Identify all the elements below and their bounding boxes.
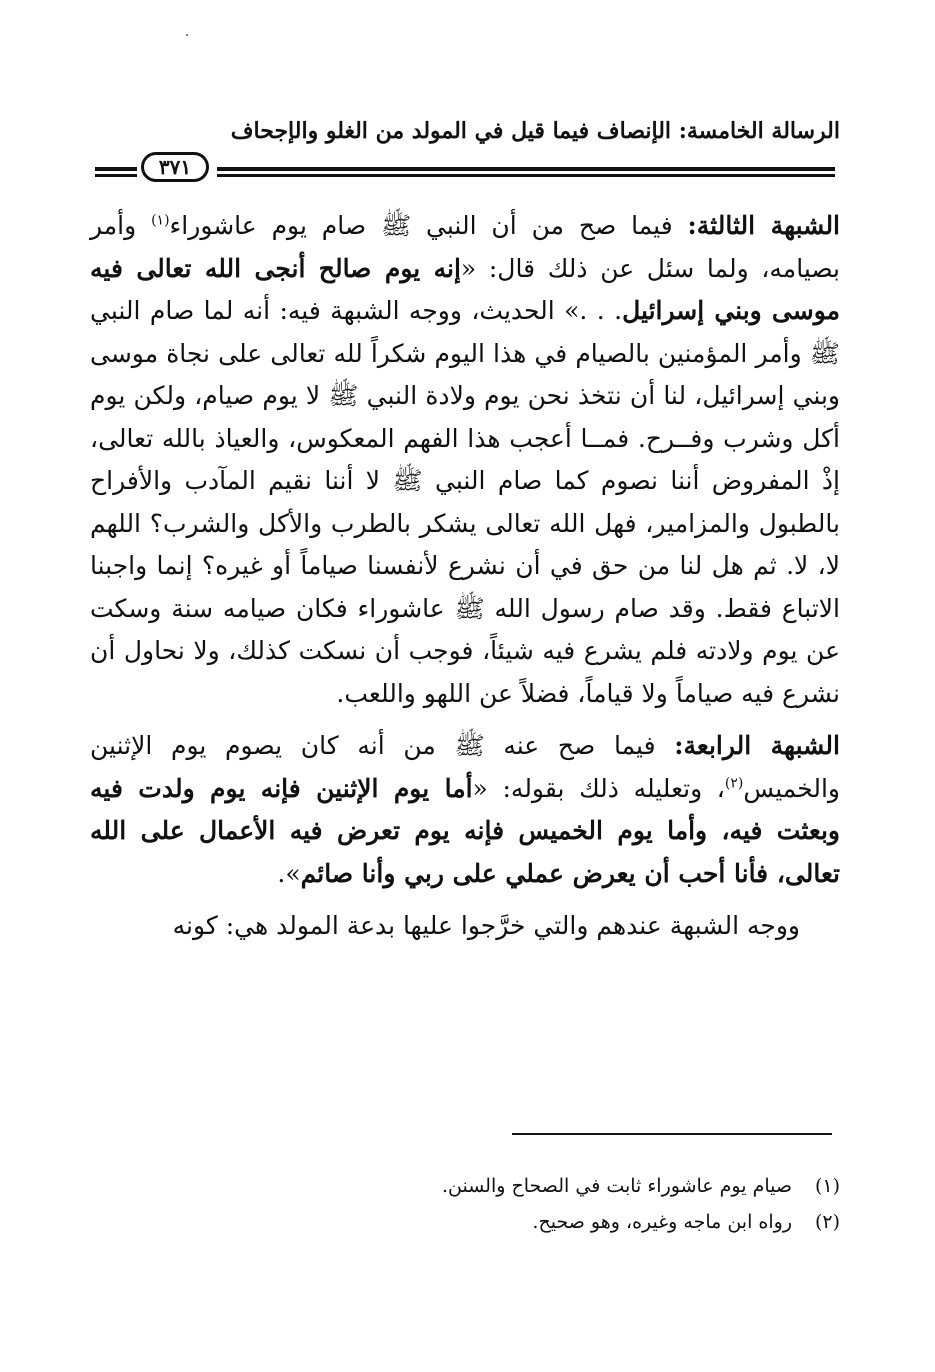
footnote-ref-1[interactable]: (١) (151, 212, 170, 229)
page-number: ٣٧١ (141, 152, 209, 182)
rule-line-right-top (217, 167, 835, 171)
main-text (90, 205, 840, 948)
text-segment: فيما صح عنه ﷺ من أنه كان يصوم يوم الإثنين والخميس (90, 731, 840, 803)
footnote-number: (٢) (814, 1211, 840, 1233)
footnotes (100, 1168, 840, 1240)
hadith-quote: أما يوم الإثنين فإنه يوم ولدت فيه وبعثت فيه، وأما يوم الخميس فإنه يوم تعرض فيه الأعمال على الله تعالى، فأنا أحب أن يعرض عملي على ربي وأنا صائم (90, 773, 840, 888)
rule-line-right-bottom (217, 174, 835, 177)
footnote-divider (512, 1133, 832, 1135)
footnote-ref-2[interactable]: (٢) (724, 775, 744, 792)
footnote-1 (100, 1168, 840, 1204)
text-segment: ، وتعليله ذلك بقوله: « (472, 773, 725, 803)
hadith-quote: إنه يوم صالح أنجى الله تعالى فيه موسى وبني إسرائيل (90, 253, 840, 325)
text-segment: . . .» الحديث، ووجه الشبهة فيه: أنه لما صام النبي ﷺ وأمر المؤمنين بالصيام في هذا اليوم شكراً لله تعالى على نجاة موسى وبني إسرائيل، لنا أن نتخذ نحن يوم ولادة النبي ﷺ لا يوم صيام، ولكن يوم أكل وشرب وفــرح. فمــا أعجب هذا الفهم المعكوس، والعياذ بالله تعالى، إذْ المفروض أننا نصوم كما صام النبي ﷺ لا أننا نقيم المآدب والأفراح بالطبول والمزامير، فهل الله تعالى يشكر بالطرب والأكل والشرب؟ اللهم لا، لا. ثم هل لنا من حق في أن نشرع لأنفسنا صياماً أو غيره؟ إنما واجبنا الاتباع فقط. وقد صام رسول الله ﷺ عاشوراء فكان صيامه سنة وسكت عن يوم ولادته فلم يشرع فيه شيئاً، فوجب أن نسكت كذلك، ولا نحاول أن نشرع فيه صياماً ولا قياماً، فضلاً عن اللهو واللعب. (90, 296, 840, 708)
footnote-number: (١) (814, 1175, 840, 1197)
text-segment: فيما صح من أن النبي ﷺ صام يوم عاشوراء (169, 211, 688, 240)
running-title: الرسالة الخامسة: الإنصاف فيما قيل في المولد من الغلو والإجحاف (230, 118, 840, 144)
scan-speck (186, 34, 188, 36)
section-label-third: الشبهة الثالثة: (687, 211, 841, 240)
paragraph-fourth-doubt (90, 725, 840, 895)
text-segment: ». (277, 858, 301, 888)
footnote-2 (100, 1204, 840, 1240)
rule-line-left-top (95, 167, 137, 171)
text-segment: وأمر بصيامه، ولما سئل عن ذلك قال: « (90, 211, 840, 283)
rule-line-left-bottom (95, 174, 137, 177)
paragraph-continuation: ووجه الشبهة عندهم والتي خرَّجوا عليها بدعة المولد هي: كونه (172, 911, 800, 940)
section-label-fourth: الشبهة الرابعة: (674, 731, 840, 760)
footnote-text: صيام يوم عاشوراء ثابت في الصحاح والسنن. (441, 1175, 792, 1197)
footnote-text: رواه ابن ماجه وغيره، وهو صحيح. (532, 1211, 792, 1233)
header-rule (95, 152, 835, 188)
paragraph-third-doubt (90, 205, 840, 715)
